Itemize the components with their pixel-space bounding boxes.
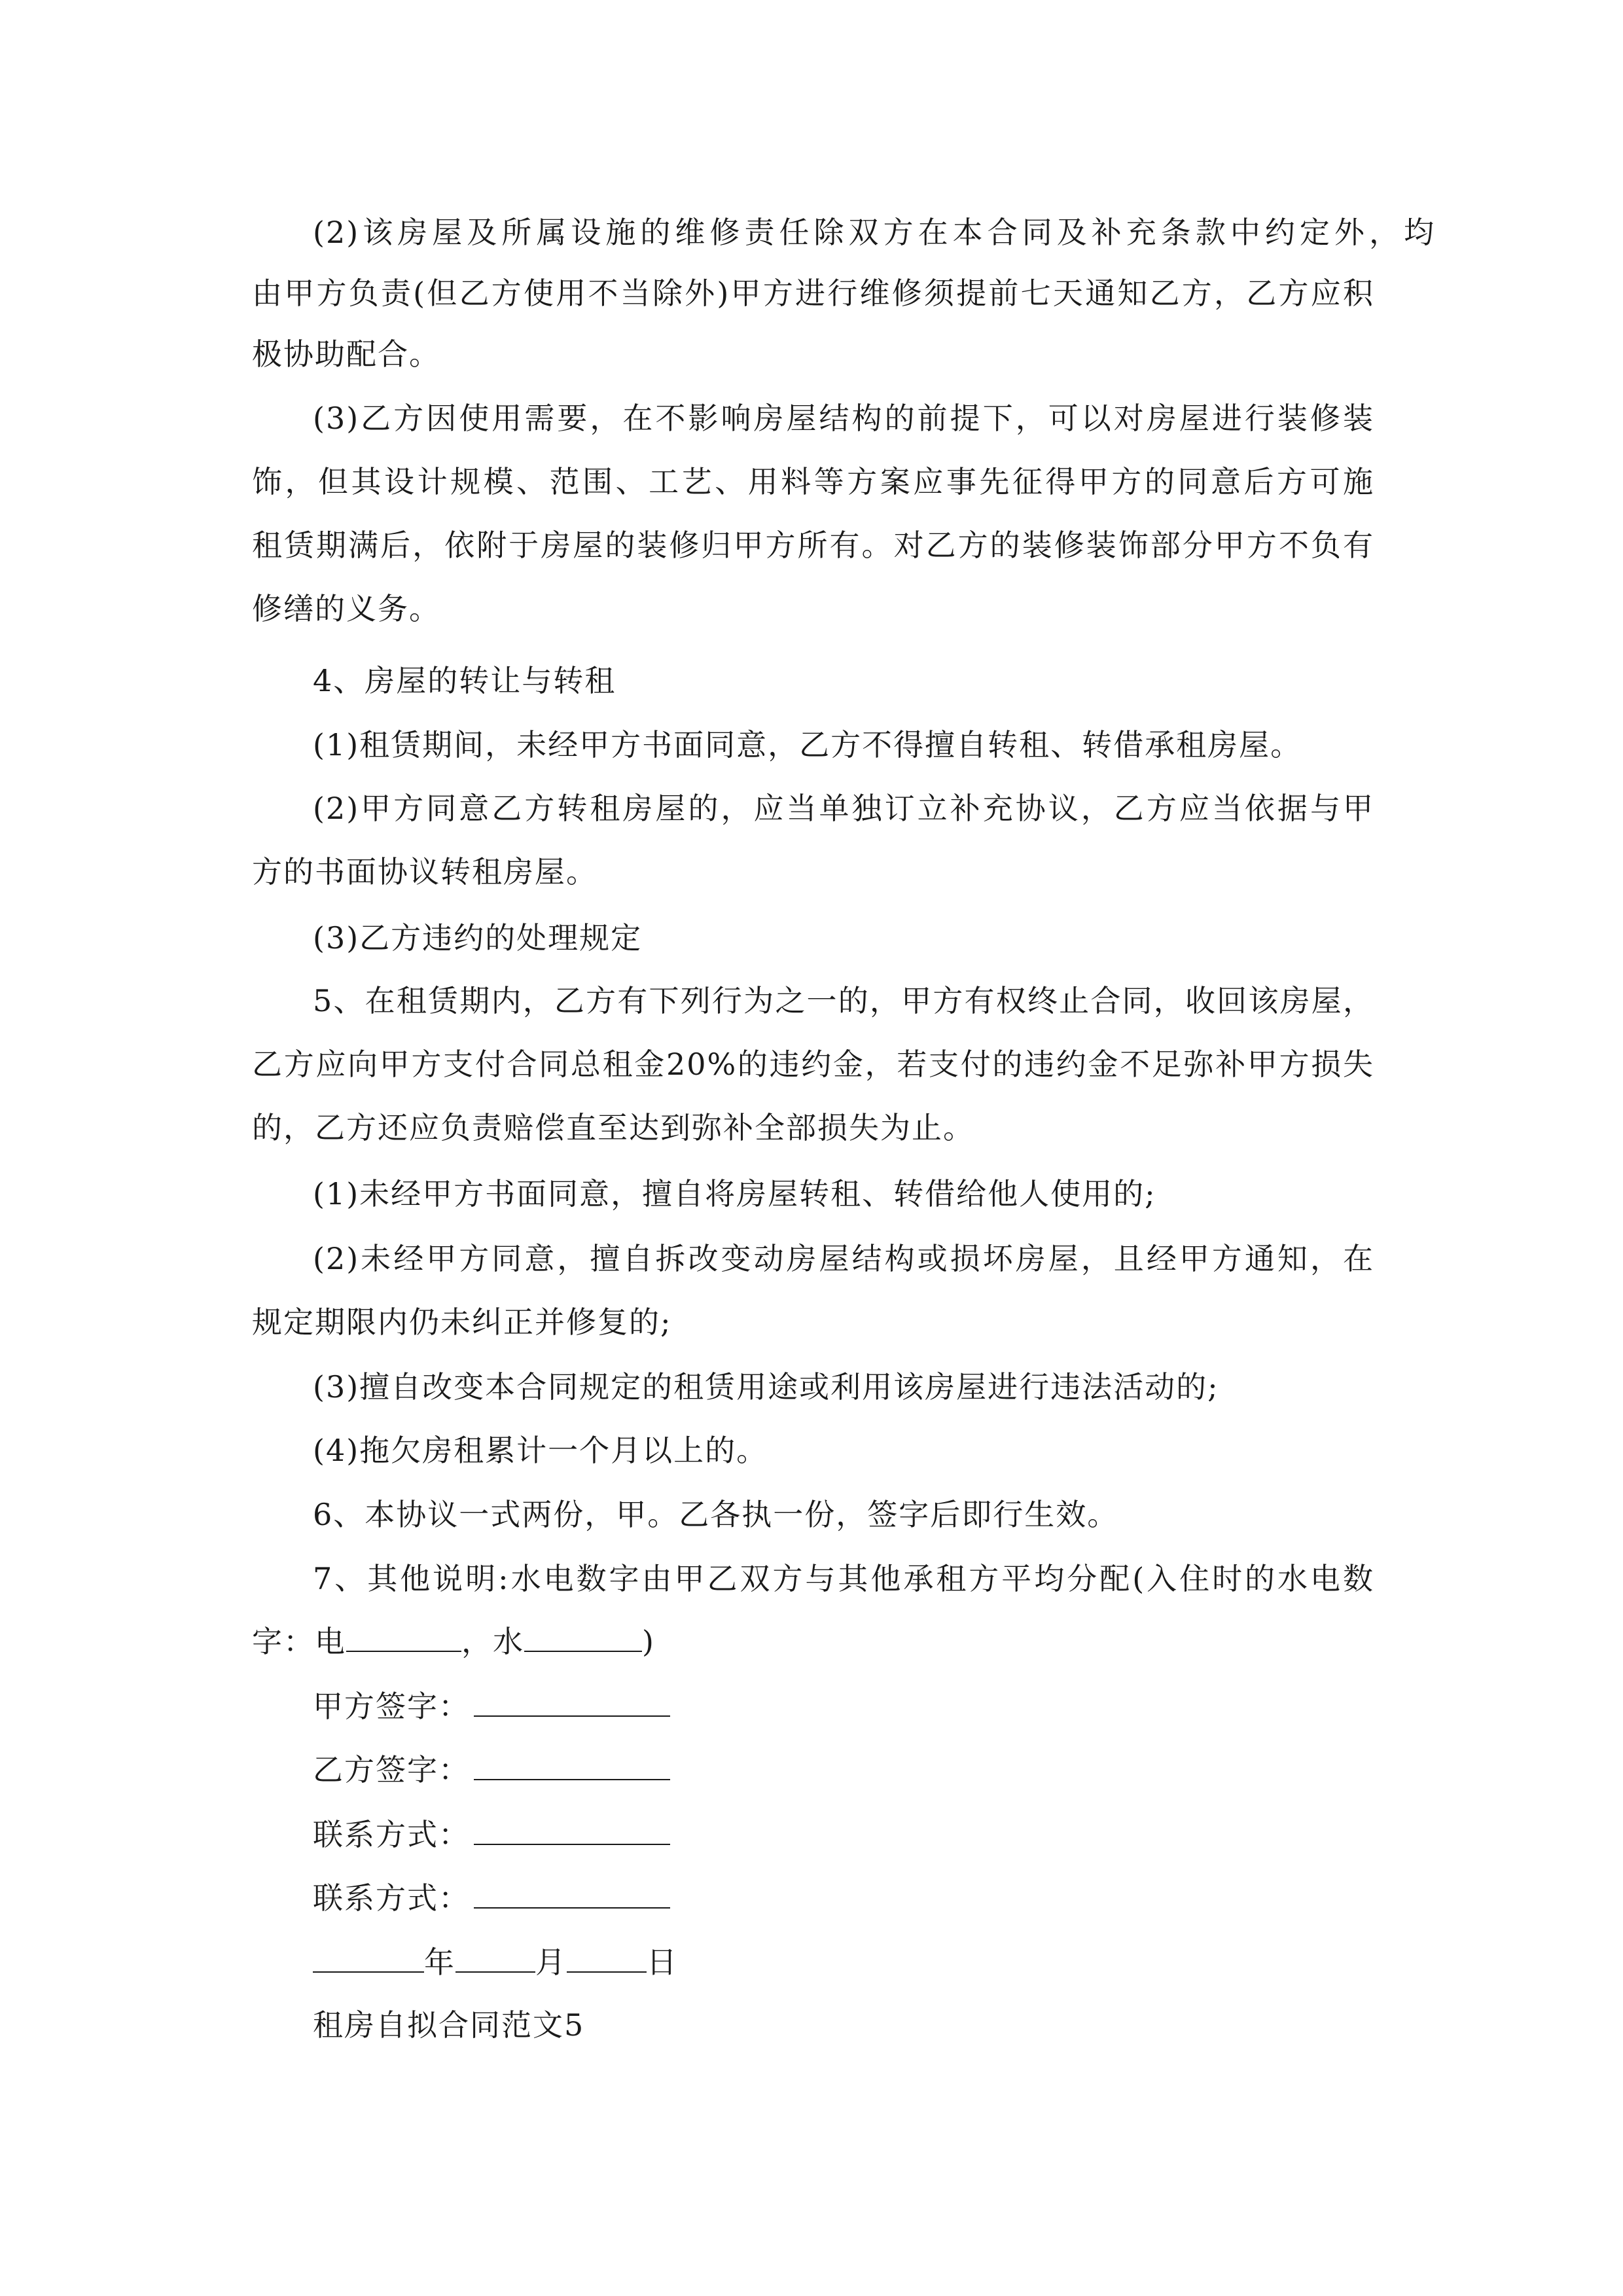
contact-line-2: [313, 1878, 670, 1918]
water-blank[interactable]: [524, 1622, 642, 1652]
section-heading: 4、房屋的转让与转租: [313, 663, 616, 698]
meter-separator: ，水: [461, 1624, 524, 1659]
paragraph-line: (3)擅自改变本合同规定的租赁用途或利用该房屋进行违法活动的;: [313, 1369, 1219, 1405]
paragraph-line: (1)未经甲方书面同意，擅自将房屋转租、转借给他人使用的;: [313, 1176, 1156, 1211]
day-label: 日: [647, 1945, 678, 1980]
paragraph-line: (3)乙方因使用需要，在不影响房屋结构的前提下，可以对房屋进行装修装: [313, 401, 1374, 436]
day-blank[interactable]: [567, 1943, 647, 1973]
paragraph-line: 租赁期满后，依附于房屋的装修归甲方所有。对乙方的装修装饰部分甲方不负有: [252, 528, 1374, 563]
contact-label: 联系方式：: [313, 1880, 470, 1916]
electricity-blank[interactable]: [346, 1622, 461, 1652]
paragraph-line: (2)甲方同意乙方转租房屋的，应当单独订立补充协议，乙方应当依据与甲: [313, 791, 1374, 826]
year-label: 年: [424, 1945, 455, 1980]
signature-label: 乙方签字：: [313, 1752, 470, 1787]
paragraph-line: 饰，但其设计规模、范围、工艺、用料等方案应事先征得甲方的同意后方可施: [252, 464, 1374, 499]
meter-prefix: 字：电: [252, 1624, 346, 1659]
signature-party-a: [313, 1687, 670, 1726]
paragraph-line: (3)乙方违约的处理规定: [313, 920, 643, 956]
signature-party-b: [313, 1750, 670, 1789]
paragraph-line: 6、本协议一式两份，甲。乙各执一份，签字后即行生效。: [313, 1497, 1119, 1532]
paragraph-line: 5、在租赁期内，乙方有下列行为之一的，甲方有权终止合同，收回该房屋，: [313, 983, 1374, 1018]
year-blank[interactable]: [313, 1943, 424, 1973]
meter-reading-line: [252, 1622, 655, 1661]
paragraph-line: 修缮的义务。: [252, 591, 440, 626]
contact-label: 联系方式：: [313, 1817, 470, 1852]
signature-label: 甲方签字：: [313, 1689, 470, 1724]
paragraph-line: (2)该房屋及所属设施的维修责任除双方在本合同及补充条款中约定外，均: [313, 215, 1435, 250]
contact-blank[interactable]: [474, 1878, 670, 1909]
paragraph-line: 规定期限内仍未纠正并修复的;: [252, 1304, 672, 1340]
paragraph-line: 7、其他说明:水电数字由甲乙双方与其他承租方平均分配(入住时的水电数: [313, 1561, 1374, 1596]
paragraph-line: (4)拖欠房租累计一个月以上的。: [313, 1433, 768, 1468]
paragraph-line: 乙方应向甲方支付合同总租金20%的违约金，若支付的违约金不足弥补甲方损失: [252, 1047, 1374, 1082]
date-line: [313, 1943, 678, 1982]
month-blank[interactable]: [455, 1943, 535, 1973]
paragraph-line: (2)未经甲方同意，擅自拆改变动房屋结构或损坏房屋，且经甲方通知，在: [313, 1241, 1374, 1276]
paragraph-line: 方的书面协议转租房屋。: [252, 854, 597, 889]
signature-blank[interactable]: [474, 1750, 670, 1780]
meter-suffix: ): [642, 1624, 655, 1659]
month-label: 月: [535, 1945, 567, 1980]
contact-blank[interactable]: [474, 1815, 670, 1845]
paragraph-line: 的，乙方还应负责赔偿直至达到弥补全部损失为止。: [252, 1110, 974, 1145]
contact-line-1: [313, 1815, 670, 1854]
paragraph-line: 由甲方负责(但乙方使用不当除外)甲方进行维修须提前七天通知乙方，乙方应积: [252, 276, 1374, 311]
signature-blank[interactable]: [474, 1687, 670, 1717]
next-section-heading: 租房自拟合同范文5: [313, 2007, 585, 2043]
paragraph-line: 极协助配合。: [252, 336, 440, 372]
paragraph-line: (1)租赁期间，未经甲方书面同意，乙方不得擅自转租、转借承租房屋。: [313, 727, 1302, 762]
